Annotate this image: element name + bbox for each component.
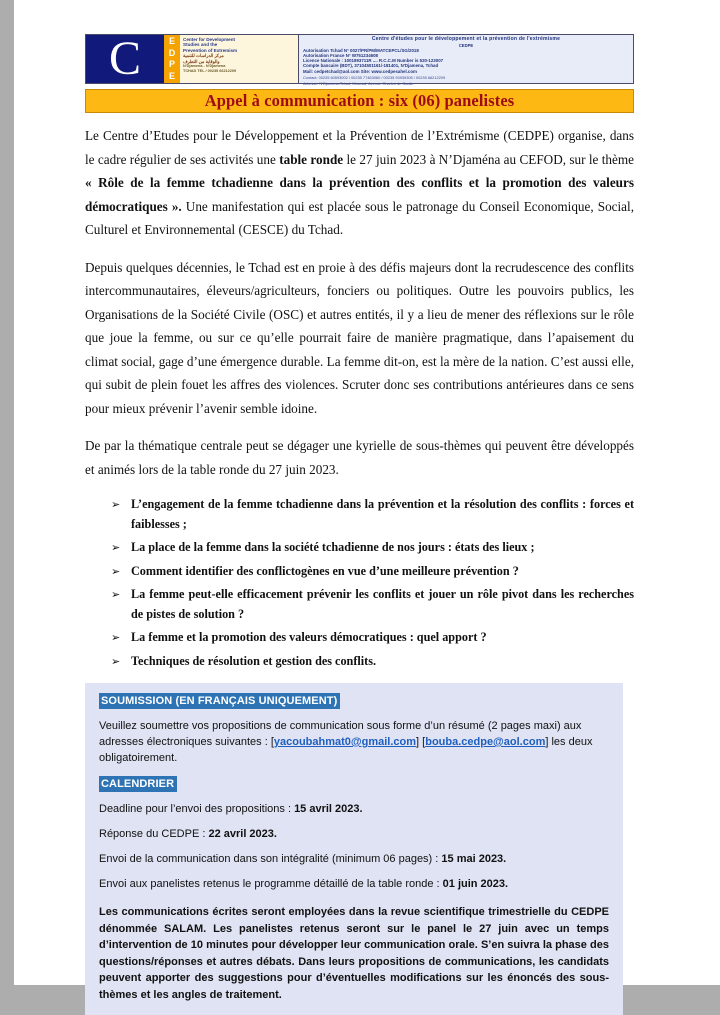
email-link-primary[interactable]: yacoubahmat0@gmail.com [273, 736, 417, 748]
calendar-entry-date: 15 avril 2023. [294, 803, 363, 815]
text-run: Le Centre d’Etudes pour le Développement et la Prévention de l’Extrémisme (CEDPE) organise, dans le cadre régulier de ses activités une [85, 128, 634, 167]
logo-acronym-d: D [168, 47, 176, 58]
letterhead-details [299, 35, 633, 87]
subtheme-item [85, 628, 634, 648]
logo-acronym-e1: E [168, 36, 175, 46]
calendar-entry-label: Réponse du CEDPE : [99, 828, 209, 840]
calendar-entry-label: Envoi aux panelistes retenus le programme détaillé de la table ronde : [99, 878, 443, 890]
page-content [85, 34, 634, 1015]
letterhead-auth-france: Autorisation France N° W751234608 [303, 52, 378, 58]
cedpe-logo [86, 32, 299, 85]
text-run: le 27 juin 2023 à N’Djaména au CEFOD, sur le thème [343, 151, 634, 167]
org-location-2: TCHAD TEL / 00235 66212209 [183, 69, 237, 74]
letterhead-mail-site: Mail: cedpetchad@aol.com Site: www.cedpesahel.com [303, 69, 417, 75]
body-paragraph [85, 434, 634, 481]
letterhead-auth-tchad: Autorisation Tchad N° 0027/PR/PM/MATCEPCL/SG/2018 [303, 47, 419, 53]
letterhead-org-title: Centre d'études pour le développement et la prévention de l'extrémisme [371, 36, 561, 42]
org-name-en-3: Prevention of Extremism [183, 47, 238, 53]
letterhead-contact: Contact: 00235 60593002 / 00235 77463060 / 00235 93939305 / 00235 66212209 [303, 75, 446, 81]
arrow-bullet-icon: ➢ [111, 588, 121, 601]
emphasis-run: table ronde [279, 151, 344, 167]
org-name-ar-1: مركز الدراسات للتنمية [183, 53, 224, 59]
submission-info-box [85, 683, 623, 1015]
calendar-entry-date: 15 mai 2023. [441, 853, 507, 865]
calendar-heading: CALENDRIER [99, 776, 177, 792]
closing-paragraph: Les communications écrites seront employées dans la revue scientifique trimestrielle du CEDPE dénommée SALAM. Les panelistes retenus seront sur le panel le 27 juin avec un temps d’intervention de 10 minutes pour développer leur communication orale. S’en suivra la phase des questions/réponses et autres débats. Dans leurs propositions de communications, les candidats peuvent apporter des suggestions pour d’éventuelles modifications sur les énoncés des sous-thèmes et les angles de traitement. [99, 906, 609, 1001]
logo-acronym-bar [164, 35, 180, 83]
subtheme-label: Techniques de résolution et gestion des conflits. [131, 653, 377, 668]
submission-text-mid: ] [ [416, 736, 426, 748]
submission-text-after: ] les deux obligatoirement. [99, 736, 593, 764]
subtheme-label: Comment identifier des conflictogènes en vue d’une meilleure prévention ? [131, 563, 519, 578]
body-paragraphs [85, 124, 634, 481]
arrow-bullet-icon: ➢ [111, 564, 121, 578]
arrow-bullet-icon: ➢ [111, 654, 121, 668]
emphasis-run: « Rôle de la femme tchadienne dans la prévention des conflits et la promotion des valeurs démocratiques ». [85, 175, 634, 214]
calendar-entry-date: 01 juin 2023. [442, 878, 509, 890]
calendar-entry [99, 826, 609, 842]
calendar-entry [99, 876, 609, 892]
subtheme-item [85, 652, 634, 672]
subtheme-label: La femme peut-elle efficacement prévenir les conflits et jouer un rôle pivot dans les recherches de pistes de solution ? [131, 587, 634, 621]
submission-heading: SOUMISSION (EN FRANÇAIS UNIQUEMENT) [99, 693, 340, 709]
logo-acronym-e2: E [168, 70, 175, 81]
subthemes-list [85, 495, 634, 671]
subtheme-item [85, 585, 634, 624]
subtheme-label: La place de la femme dans la société tchadienne de nos jours : états des lieux ; [131, 540, 535, 554]
email-link-secondary[interactable]: bouba.cedpe@aol.com [425, 736, 546, 748]
calendar-entry-label: Deadline pour l’envoi des propositions : [99, 803, 295, 815]
document-page [14, 0, 720, 1001]
calendar-entry-label: Envoi de la communication dans son intégralité (minimum 06 pages) : [99, 853, 442, 865]
body-paragraph [85, 124, 634, 242]
logo-letter-c: C [108, 32, 141, 85]
arrow-bullet-icon: ➢ [111, 498, 121, 511]
subtheme-item [85, 562, 634, 582]
body-paragraph [85, 256, 634, 421]
calendar-heading-row [99, 776, 609, 792]
logo-acronym-p: P [168, 59, 175, 69]
text-run: Une manifestation qui est placée sous le patronage du Conseil Economique, Social, Culturel et Environnemental (CESCE) du Tchad. [85, 198, 634, 237]
calendar-list [99, 801, 609, 892]
org-name-en-1: Center for Development [183, 37, 236, 42]
letterhead [85, 32, 634, 87]
subtheme-label: L’engagement de la femme tchadienne dans la prévention et la résolution des conflits : forces et faiblesses ; [131, 497, 634, 531]
letterhead-org-acronym: CEDPE [458, 42, 474, 48]
calendar-entry-date: 22 avril 2023. [208, 828, 277, 840]
subtheme-item [85, 538, 634, 558]
subtheme-label: La femme et la promotion des valeurs démocratiques : quel apport ? [131, 630, 487, 644]
text-run: De par la thématique centrale peut se dégager une kyrielle de sous-thèmes qui peuvent être développés et animés lors de la table ronde du 27 juin 2023. [85, 438, 634, 477]
calendar-entry [99, 801, 609, 817]
logo-org-name-panel [180, 35, 298, 83]
logo-c-mark [86, 32, 164, 85]
arrow-bullet-icon: ➢ [111, 631, 121, 644]
calendar-entry [99, 851, 609, 867]
submission-instructions [99, 718, 609, 766]
letterhead-address: Adresse: N'Djamena-Tchad, Moursal, Avenue Charles de Gaulle [303, 81, 414, 87]
page-title: Appel à communication : six (06) panelistes [204, 91, 515, 110]
subtheme-item [85, 495, 634, 534]
submission-text-before: Veuillez soumettre vos propositions de communication sous forme d’un résumé (2 pages maxi) aux adresses électroniques suivantes : [ [99, 720, 582, 748]
text-run: Depuis quelques décennies, le Tchad est en proie à des défis majeurs dont la recrudescence des conflits intercommunautaires, éleveurs/agriculteurs, fonciers ou politiques. Outre les pouvoirs publics, les Organisations de la Société Civile (OSC) et autres entités, il y a lieu de mener des réflexions sur le rôle que joue la femme, ou sur ce qu’elle pourrait faire de manière pragmatique, dans l’apaisement du climat social, gage d’une émergence durable. La femme dit-on, est la mère de la nation. C’est aussi elle, qui subit de plein fouet les affres des violences. Scruter donc ses contributions antérieures dans ce sens pour mieux prévenir l’avenir semble idoine. [85, 259, 634, 416]
title-banner [85, 89, 634, 113]
letterhead-rccm: Licence Nationale : 1001893711R .... R.C.C.M Number is 520-123007 [303, 57, 444, 63]
arrow-bullet-icon: ➢ [111, 541, 121, 554]
org-name-ar-2: والوقاية من التطرف [183, 58, 220, 64]
org-name-en-2: Studies and the [183, 42, 218, 48]
org-location-1: N'Djamena - N'Djamena [183, 64, 226, 69]
letterhead-bank-account: Compte bancaire (BDT), 37104501161/-181401, N'Djamena, Tchad [303, 62, 439, 68]
